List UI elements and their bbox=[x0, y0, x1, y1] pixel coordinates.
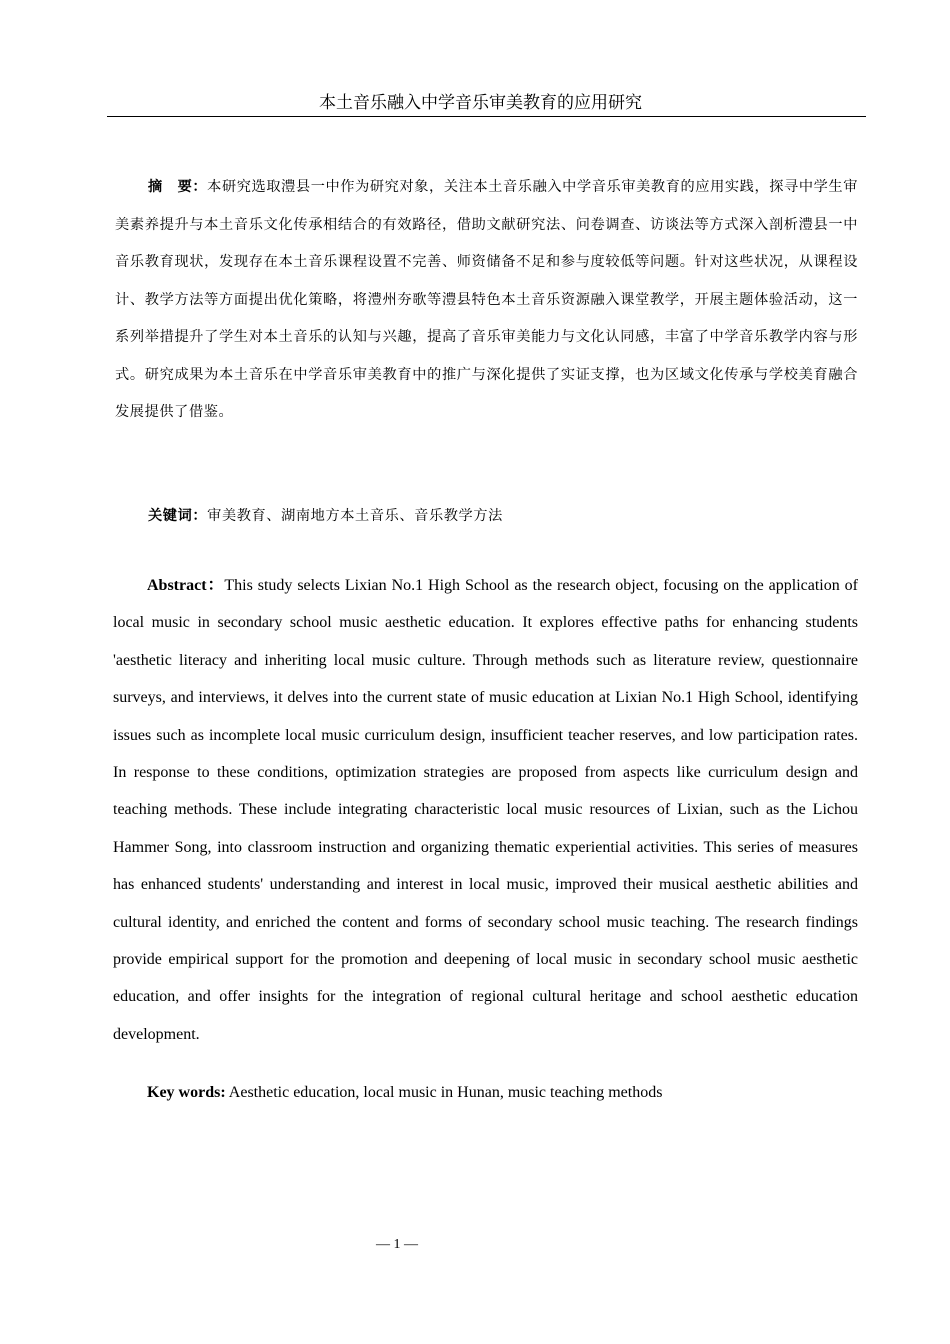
chinese-keywords bbox=[148, 503, 503, 529]
english-keywords-text: Aesthetic education, local music in Hunan, music teaching methods bbox=[228, 1084, 663, 1101]
chinese-keywords-text: 审美教育、湖南地方本土音乐、音乐教学方法 bbox=[207, 508, 503, 524]
english-keywords-label: Key words: bbox=[147, 1084, 226, 1101]
chinese-abstract bbox=[115, 169, 858, 432]
header-title: 本土音乐融入中学音乐审美教育的应用研究 bbox=[319, 93, 642, 113]
chinese-abstract-text: 本研究选取澧县一中作为研究对象，关注本土音乐融入中学音乐审美教育的应用实践，探寻中学生审美素养提升与本土音乐文化传承相结合的有效路径，借助文献研究法、问卷调查、访谈法等方式深入剖析澧县一中音乐教育现状，发现存在本土音乐课程设置不完善、师资储备不足和参与度较低等问题。针对这些状况，从课程设计、教学方法等方面提出优化策略，将澧州夯歌等澧县特色本土音乐资源融入课堂教学，开展主题体验活动，这一系列举措提升了学生对本土音乐的认知与兴趣，提高了音乐审美能力与文化认同感，丰富了中学音乐教学内容与形式。研究成果为本土音乐在中学音乐审美教育中的推广与深化提供了实证支撑，也为区域文化传承与学校美育融合发展提供了借鉴。 bbox=[115, 179, 858, 420]
english-abstract-text: This study selects Lixian No.1 High School as the research object, focusing on the application of local music in secondary school music aesthetic education. It explores effective paths for enhancing students 'aesthetic literacy and inheriting local music culture. Through methods such as literature review, questionnaire surveys, and interviews, it delves into the current state of music education at Lixian No.1 High School, identifying issues such as incomplete local music curriculum design, insufficient teacher reserves, and low participation rates. In response to these conditions, optimization strategies are proposed from aspects like curriculum design and teaching methods. These include integrating characteristic local music resources of Lixian, such as the Lichou Hammer Song, into classroom instruction and organizing thematic experiential activities. This series of measures has enhanced students' understanding and interest in local music, improved their musical aesthetic abilities and cultural identity, and enriched the content and forms of secondary school music teaching. The research findings provide empirical support for the promotion and deepening of local music in secondary school music aesthetic education, and offer insights for the integration of regional cultural heritage and school aesthetic education development. bbox=[113, 577, 858, 1043]
english-abstract bbox=[113, 567, 858, 1053]
english-abstract-label: Abstract： bbox=[147, 577, 225, 594]
chinese-abstract-label: 摘 要： bbox=[148, 179, 208, 195]
page-header bbox=[107, 92, 866, 117]
english-keywords bbox=[147, 1080, 662, 1106]
chinese-keywords-label: 关键词： bbox=[148, 508, 208, 524]
page-number: — 1 — bbox=[376, 1237, 418, 1252]
